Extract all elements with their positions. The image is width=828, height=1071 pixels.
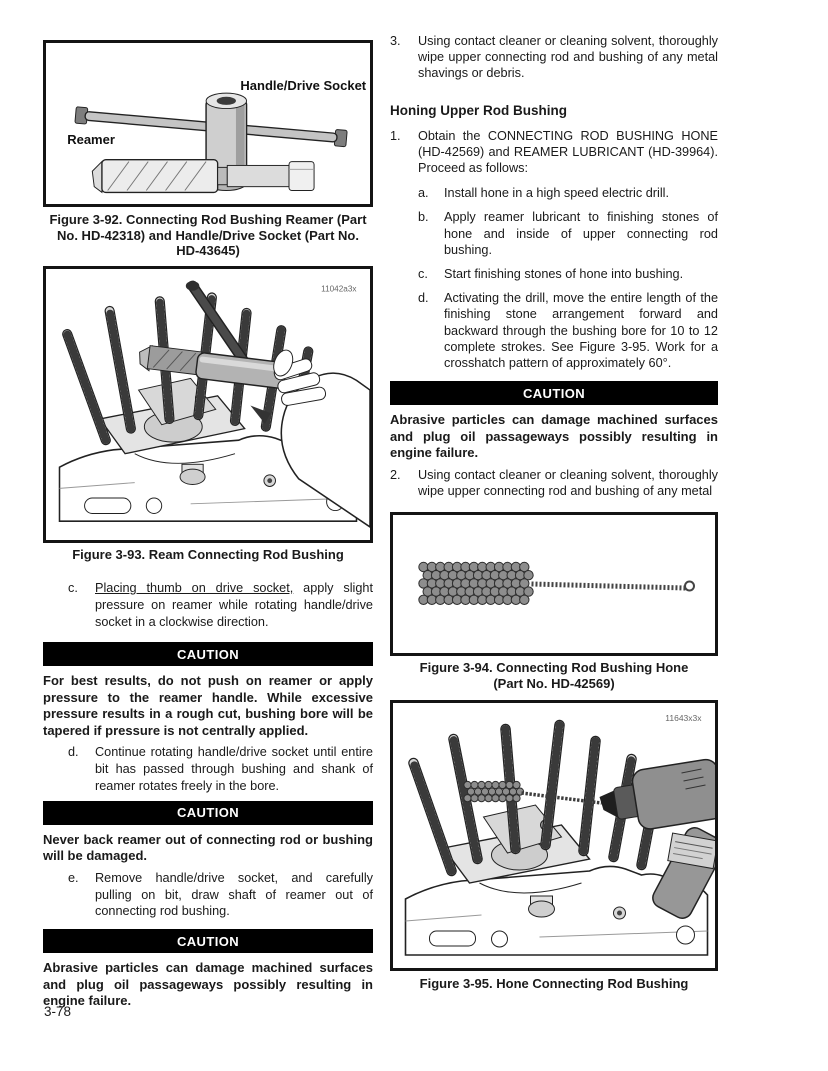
caution-text: Abrasive particles can damage machined surfaces and plug oil passageways possibly resulting in engine failure.	[390, 412, 718, 461]
figure-3-92-box	[43, 40, 373, 207]
step-d-text: Continue rotating handle/drive socket until entire bit has passed through bushing and shank of reamer rotates freely in the bore.	[95, 745, 373, 793]
step-e-text: Remove handle/drive socket, and carefully pulling on bit, draw shaft of reamer out of connecting rod bushing.	[95, 870, 373, 919]
substep-c-label: c.	[418, 267, 428, 282]
step-1-label: 1.	[390, 128, 401, 143]
figure-3-93-box	[43, 266, 373, 543]
step-d-label: d.	[68, 745, 79, 760]
substep-d	[418, 290, 718, 371]
step-3-label: 3.	[390, 34, 401, 48]
step-e	[68, 870, 373, 920]
label-reamer: Reamer	[67, 132, 115, 148]
step-e-label: e.	[68, 870, 79, 885]
step-1-text: Obtain the CONNECTING ROD BUSHING HONE (HD-42569) and REAMER LUBRICANT (HD-39964). Proceed as follows:	[418, 128, 718, 176]
step-2-label: 2.	[390, 467, 401, 482]
figure-3-95-code: 11643x3x	[665, 713, 702, 724]
substep-d-text: Activating the drill, move the entire length of the finishing stone arrangement forward and backward through the bushing bore for 10 to 12 complete strokes. See Figure 3-95. Work for a crosshatch pattern of approximately 60°.	[444, 291, 718, 371]
figure-3-95-illustration	[393, 703, 715, 968]
figure-3-93-illustration	[46, 269, 370, 540]
substep-a-text: Install hone in a high speed electric drill.	[444, 186, 669, 201]
substep-c-text: Start finishing stones of hone into bushing.	[444, 267, 684, 282]
step-c	[68, 580, 373, 630]
hone-shaft-icon	[532, 584, 686, 588]
figure-3-95-caption: Figure 3-95. Hone Connecting Rod Bushing	[419, 976, 689, 992]
caution-bar: CAUTION	[43, 929, 373, 953]
step-3-text: Using contact cleaner or cleaning solvent, thoroughly wipe upper connecting rod and bushing of any metal shavings or debris.	[418, 34, 718, 81]
label-handle-drive-socket: Handle/Drive Socket	[240, 78, 367, 94]
substep-b-text: Apply reamer lubricant to finishing stones of hone and inside of upper connecting rod bushing.	[444, 210, 718, 257]
figure-3-94-caption	[392, 660, 716, 691]
figure-3-95-box	[390, 700, 718, 971]
figure-3-92-illustration	[46, 43, 370, 204]
substep-a	[418, 185, 718, 201]
step-1	[390, 128, 718, 177]
substep-b-label: b.	[418, 210, 429, 225]
step-2	[390, 467, 718, 499]
step-d	[68, 744, 373, 794]
page-number: 3-78	[44, 1004, 72, 1019]
step-c-label: c.	[68, 581, 78, 595]
step-c-text	[95, 580, 373, 630]
left-column	[43, 40, 373, 1010]
figure-3-92-caption: Figure 3-92. Connecting Rod Bushing Reamer (Part No. HD-42318) and Handle/Drive Socket (Part No. HD-43645)	[49, 212, 367, 258]
substep-c	[418, 266, 718, 282]
hone-shaft-end-icon	[685, 582, 694, 591]
figure-3-94-box	[390, 512, 718, 656]
ball-hone-stones-icon	[419, 562, 533, 604]
figure-3-94-caption-line1: Figure 3-94. Connecting Rod Bushing Hone	[419, 660, 689, 676]
substep-d-label: d.	[418, 291, 429, 306]
step-3	[390, 33, 718, 82]
ball-hone-stones-icon	[464, 782, 524, 802]
step-c-underlined-phrase: Placing thumb on drive socket,	[95, 581, 294, 595]
step-2-text: Using contact cleaner or cleaning solvent, thoroughly wipe upper connecting rod and bushing of any metal	[418, 467, 718, 498]
caution-bar: CAUTION	[43, 642, 373, 666]
caution-bar: CAUTION	[390, 381, 718, 405]
caution-bar: CAUTION	[43, 801, 373, 825]
substep-a-label: a.	[418, 186, 429, 201]
figure-3-94-illustration	[393, 515, 715, 653]
substep-b	[418, 209, 718, 258]
figure-3-93-caption: Figure 3-93. Ream Connecting Rod Bushing	[72, 546, 344, 562]
caution-text: Never back reamer out of connecting rod or bushing will be damaged.	[43, 831, 373, 864]
figure-3-94-caption-line2: (Part No. HD-42569)	[493, 675, 615, 691]
figure-3-93-code: 11042a3x	[321, 284, 357, 294]
right-column	[390, 33, 718, 992]
step-c-rest: apply slight pressure on reamer while rotating handle/drive socket in a clockwise direction.	[95, 581, 374, 629]
caution-text: For best results, do not push on reamer or apply pressure to the reamer handle. While excessive pressure results in a rough cut, bushing bore will be tapered if pressure is not centrally applied.	[43, 673, 373, 738]
caution-text: Abrasive particles can damage machined surfaces and plug oil passageways possibly resulting in engine failure.	[43, 960, 373, 1009]
reamer-icon	[92, 160, 314, 193]
section-heading: Honing Upper Rod Bushing	[390, 102, 567, 118]
